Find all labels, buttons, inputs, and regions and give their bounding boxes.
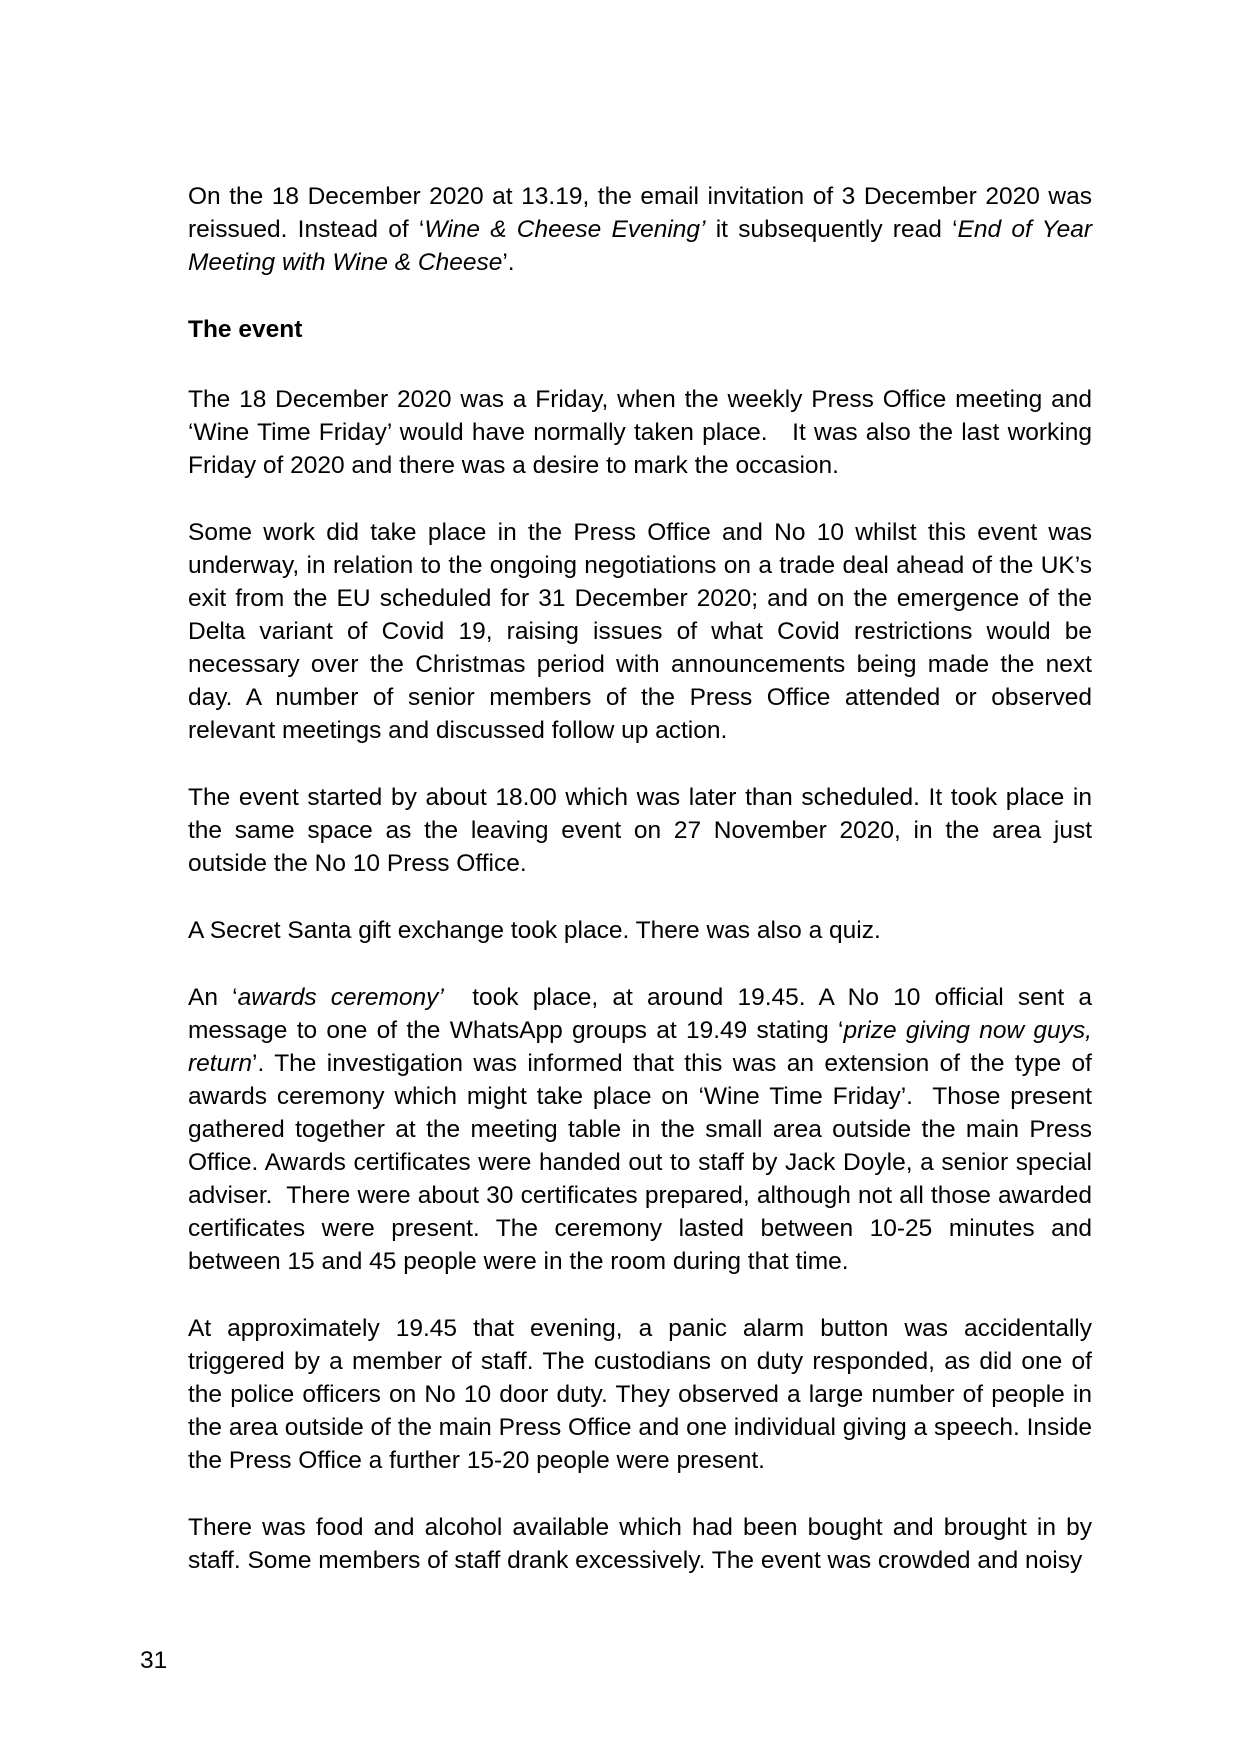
text-run: ’. xyxy=(502,249,515,276)
paragraph-secret-santa xyxy=(188,914,1092,947)
text-run: Wine & Cheese Evening’ xyxy=(424,216,706,243)
paragraph-awards-ceremony xyxy=(188,981,1099,1278)
text-run: awards ceremony’ xyxy=(237,984,444,1011)
text-run: Some work did take place in the Press Office and No 10 whilst this event was underway, in relation to the ongoing negotiations on a trade deal ahead of the UK’s exit from the EU scheduled for 31 December 2020; and on the emergence of the Delta variant of Covid 19, raising issues of what Covid restrictions would be necessary over the Christmas period with announcements being made the next day. A number of senior members of the Press Office attended or observed relevant meetings and discussed follow up action. xyxy=(188,519,1099,744)
paragraph-event-start xyxy=(188,781,1099,880)
text-run: prize giving now guys, return xyxy=(188,1017,1099,1077)
text-run: There was food and alcohol available which had been bought and brought in by staff. Some members of staff drank excessively. The event was crowded and noisy xyxy=(188,1514,1099,1574)
text-run: took place, at around 19.45. A No 10 official sent a message to one of the WhatsApp groups at 19.49 stating ‘ xyxy=(188,984,1099,1044)
text-run: it subsequently read ‘ xyxy=(705,216,958,243)
page-number: 31 xyxy=(140,1647,168,1674)
text-run: On the 18 December 2020 at 13.19, the email invitation of 3 December 2020 was reissued. Instead of ‘ xyxy=(188,183,1099,243)
text-run: ’. The investigation was informed that this was an extension of the type of awards ceremony which might take place on ‘Wine Time Friday’. Those present gathered together at the meeting table in the small area outside the main Press Office. Awards certificates were handed out to staff by Jack Doyle, a senior special adviser. There were about 30 certificates prepared, although not all those awarded certificates were present. The ceremony lasted between 10-25 minutes and between 15 and 45 people were in the room during that time. xyxy=(188,1050,1099,1275)
paragraph-food-alcohol xyxy=(188,1511,1099,1577)
text-run: At approximately 19.45 that evening, a panic alarm button was accidentally triggered by a member of staff. The custodians on duty responded, as did one of the police officers on No 10 door duty. They observed a large number of people in the area outside of the main Press Office and one individual giving a speech. Inside the Press Office a further 15-20 people were present. xyxy=(188,1315,1099,1474)
paragraph-panic-alarm xyxy=(188,1312,1099,1477)
text-run: The event started by about 18.00 which was later than scheduled. It took place in the same space as the leaving event on 27 November 2020, in the area just outside the No 10 Press Office. xyxy=(188,784,1099,877)
text-run: The 18 December 2020 was a Friday, when the weekly Press Office meeting and ‘Wine Time Friday’ would have normally taken place. It was also the last working Friday of 2020 and there was a desire to mark the occasion. xyxy=(188,386,1099,479)
document-content xyxy=(188,180,1099,1611)
heading-the-event xyxy=(188,313,1092,346)
paragraph-friday-context xyxy=(188,383,1099,482)
paragraph-email-reissued xyxy=(188,180,1099,279)
text-run: End of Year Meeting with Wine & Cheese xyxy=(188,216,1099,276)
text-run: A Secret Santa gift exchange took place. There was also a quiz. xyxy=(188,917,881,944)
paragraph-work-context xyxy=(188,516,1099,747)
text-run: The event xyxy=(188,316,303,343)
text-run: An ‘ xyxy=(188,984,238,1011)
